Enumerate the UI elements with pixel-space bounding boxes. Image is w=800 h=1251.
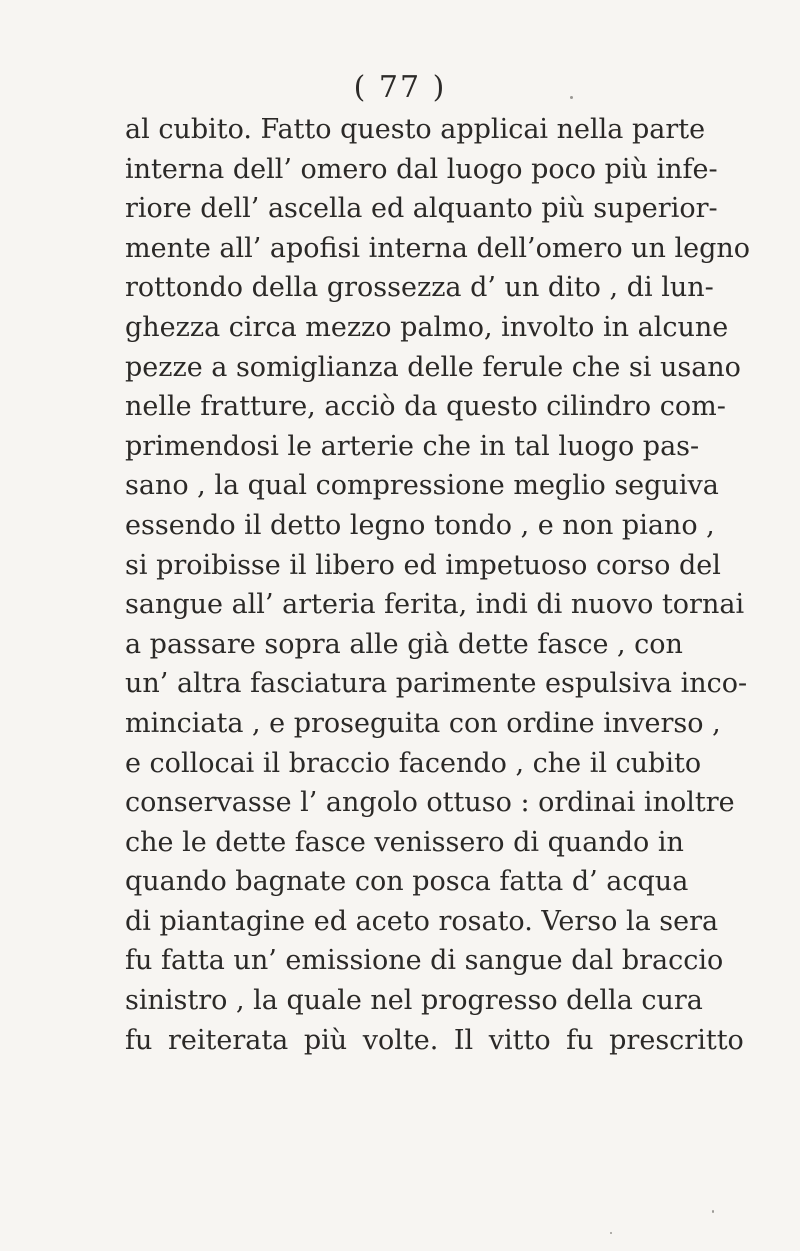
text-line: quando bagnate con posca fatta d’ acqua — [125, 866, 689, 898]
text-line: di piantagine ed aceto rosato. Verso la sera — [125, 905, 719, 937]
text-line: primendosi le arterie che in tal luogo pas- — [125, 430, 700, 462]
page-number: ( 77 ) — [353, 70, 447, 105]
text-line: un’ altra fasciatura parimente espulsiva inco- — [125, 668, 748, 700]
text-line: sano , la qual compressione meglio seguiva — [125, 470, 719, 502]
text-line: mente all’ apofisi interna dell’omero un legno — [125, 232, 751, 264]
text-line: al cubito. Fatto questo applicai nella parte — [125, 114, 706, 145]
text-line: riore dell’ ascella ed alquanto più superior- — [125, 193, 718, 225]
text-line: si proibisse il libero ed impetuoso corso del — [125, 549, 721, 581]
text-line: fu reiterata più volte. Il vitto fu prescritto — [125, 1024, 744, 1056]
paper-speck — [712, 1210, 714, 1213]
paper-speck — [570, 96, 573, 99]
body-text — [125, 110, 751, 1060]
text-line: nelle fratture, acciò da questo cilindro com- — [125, 391, 726, 423]
text-line: che le dette fasce venissero di quando in — [125, 826, 684, 858]
text-line: minciata , e proseguita con ordine inverso , — [125, 707, 721, 739]
text-line: conservasse l’ angolo ottuso : ordinai inoltre — [125, 787, 735, 819]
text-line: fu fatta un’ emissione di sangue dal braccio — [125, 945, 724, 977]
text-line: essendo il detto legno tondo , e non piano , — [125, 509, 715, 541]
text-line: interna dell’ omero dal luogo poco più infe- — [125, 153, 718, 185]
text-line: pezze a somiglianza delle ferule che si usano — [125, 351, 741, 383]
text-line: rottondo della grossezza d’ un dito , di lun- — [125, 272, 714, 304]
text-line: a passare sopra alle già dette fasce , con — [125, 628, 683, 660]
text-line: sangue all’ arteria ferita, indi di nuovo tornai — [125, 589, 745, 621]
paper-speck — [610, 1232, 612, 1234]
text-line: ghezza circa mezzo palmo, involto in alcune — [125, 311, 729, 343]
text-line: sinistro , la quale nel progresso della cura — [125, 985, 703, 1017]
text-line: e collocai il braccio facendo , che il cubito — [125, 747, 702, 779]
